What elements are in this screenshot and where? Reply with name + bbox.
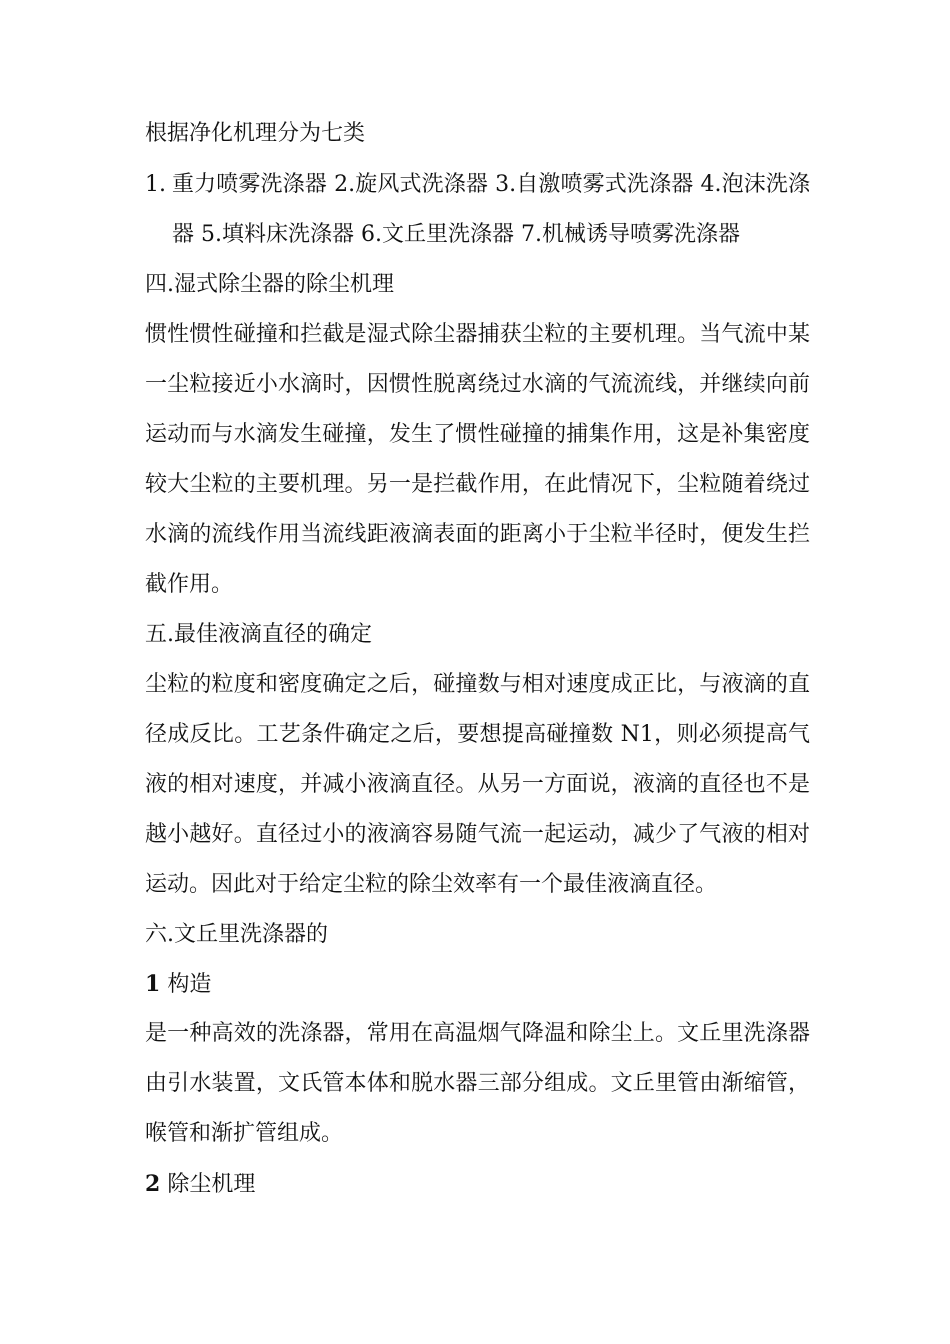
subsection-heading xyxy=(145,1169,810,1200)
paragraph-line: 运动而与水滴发生碰撞，发生了惯性碰撞的捕集作用，这是补集密度 xyxy=(145,422,810,447)
section-heading: 六.文丘里洗涤器的 xyxy=(145,922,328,947)
subsection-number: 1 xyxy=(145,971,161,997)
subsection-title: 除尘机理 xyxy=(167,1172,256,1197)
list-number: 1. xyxy=(145,172,166,197)
section-heading: 五.最佳液滴直径的确定 xyxy=(145,622,372,647)
paragraph-line: 由引水装置，文氏管本体和脱水器三部分组成。文丘里管由渐缩管， xyxy=(145,1071,810,1096)
paragraph-line: 较大尘粒的主要机理。另一是拦截作用，在此情况下，尘粒随着绕过 xyxy=(145,472,810,497)
paragraph-line: 越小越好。直径过小的液滴容易随气流一起运动，减少了气液的相对 xyxy=(145,822,810,847)
paragraph-line: 水滴的流线作用当流线距液滴表面的距离小于尘粒半径时，便发生拦 xyxy=(145,522,810,547)
section-heading: 四.湿式除尘器的除尘机理 xyxy=(145,272,394,297)
paragraph-line: 运动。因此对于给定尘粒的除尘效率有一个最佳液滴直径。 xyxy=(145,872,718,897)
paragraph-line: 一尘粒接近小水滴时，因惯性脱离绕过水滴的气流流线，并继续向前 xyxy=(145,372,810,397)
paragraph-line: 喉管和渐扩管组成。 xyxy=(145,1121,344,1146)
subsection-heading xyxy=(145,969,810,1000)
subsection-number: 2 xyxy=(145,1171,161,1197)
subsection-title: 构造 xyxy=(167,972,212,997)
paragraph-line: 尘粒的粒度和密度确定之后，碰撞数与相对速度成正比，与液滴的直 xyxy=(145,672,810,697)
paragraph-line: 截作用。 xyxy=(145,572,234,597)
paragraph-line: 是一种高效的洗涤器，常用在高温烟气降温和除尘上。文丘里洗涤器 xyxy=(145,1021,810,1046)
paragraph-line: 径成反比。工艺条件确定之后，要想提高碰撞数 N1，则必须提高气 xyxy=(145,722,810,747)
paragraph-line: 液的相对速度，并减小液滴直径。从另一方面说，液滴的直径也不是 xyxy=(145,772,810,797)
intro-text: 根据净化机理分为七类 xyxy=(145,121,366,146)
list-line: 器 5.填料床洗涤器 6.文丘里洗涤器 7.机械诱导喷雾洗涤器 xyxy=(172,222,740,247)
list-line: 重力喷雾洗涤器 2.旋风式洗涤器 3.自激喷雾式洗涤器 4.泡沫洗涤 xyxy=(172,172,810,197)
paragraph-line: 惯性惯性碰撞和拦截是湿式除尘器捕获尘粒的主要机理。当气流中某 xyxy=(145,322,810,347)
